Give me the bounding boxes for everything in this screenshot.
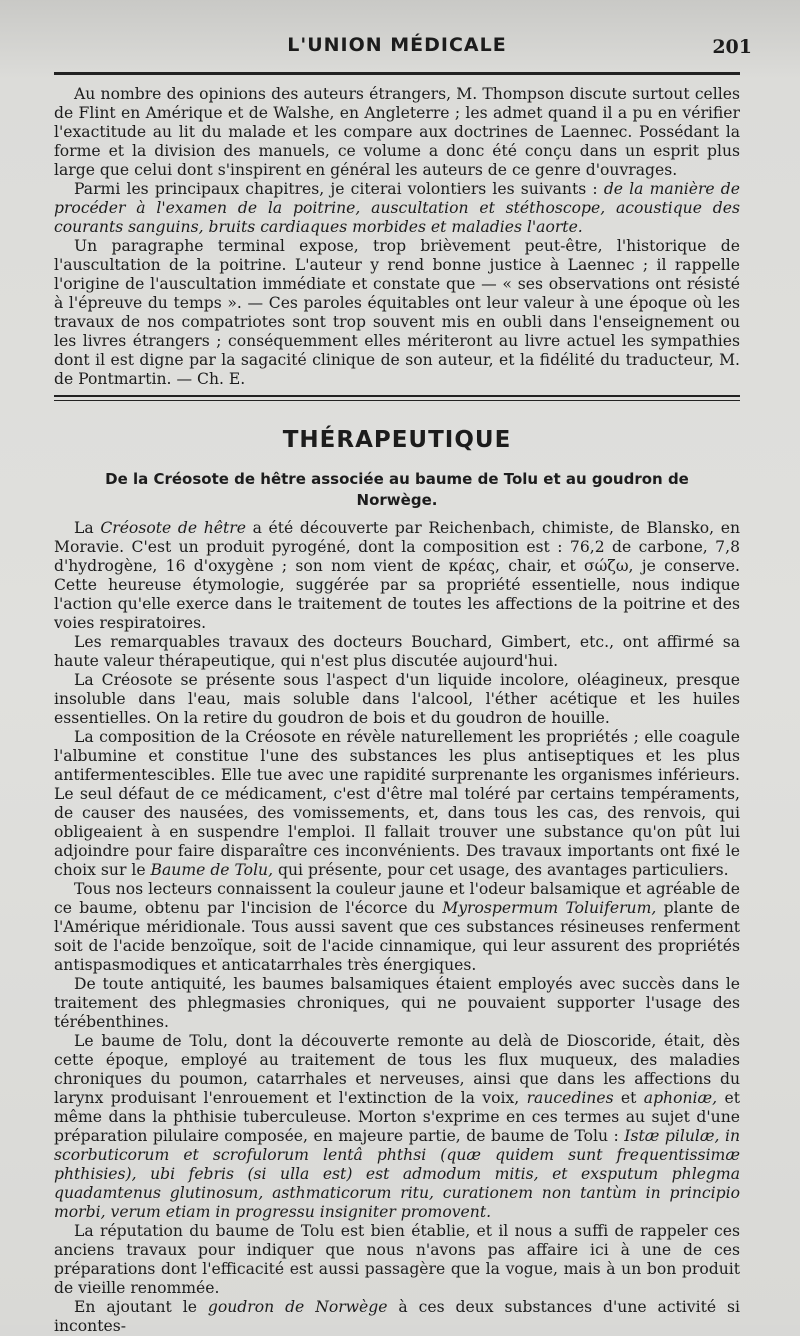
text-run: plante de l'Amérique méridionale. Tous aussi savent que ces substances résineuses renferment soit de l'acide benzoïque, soit de l'acide cinnamique, qui leur assurent des propriétés antispasmodiques et anticatarrhales très énergiques.: [54, 899, 740, 974]
term: goudron de Norwège: [207, 1298, 388, 1316]
article-paragraph: Les remarquables travaux des docteurs Bouchard, Gimbert, etc., ont affirmé sa haute valeur thérapeutique, qui n'est plus discutée aujourd'hui.: [54, 633, 740, 670]
running-header: [54, 20, 752, 68]
chapter-list: de la manière de procéder à l'examen de la poitrine, auscultation et stéthoscope, acoustique des courants sanguins, bruits cardiaques morbides et maladies l'aorte.: [54, 180, 740, 236]
book-review: [54, 85, 740, 389]
article-body: [54, 519, 740, 1336]
term: Créosote de hêtre: [100, 519, 246, 537]
text-run: Tous nos lecteurs connaissent la couleur jaune et l'odeur balsamique et agréable de ce baume, obtenu par l'incision de l'écorce du: [54, 880, 740, 917]
text-run: Le baume de Tolu, dont la découverte remonte au delà de Dioscoride, était, dès cette époque, employé au traitement de tous les flux muqueux, des maladies chroniques du poumon, catarrhales et nerveuses, ainsi que dans les affections du larynx produisant l'enrouement et l'extinction de la voix,: [54, 1032, 740, 1107]
review-paragraph: Un paragraphe terminal expose, trop brièvement peut-être, l'historique de l'auscultation de la poitrine. L'auteur y rend bonne justice à Laennec ; il rappelle l'origine de l'auscultation immédiate et constate que — « ses observations ont résisté à l'épreuve du temps ». — Ces paroles équitables ont leur valeur à une époque où les travaux de nos compatriotes sont trop souvent mis en oubli dans l'enseignement ou les livres étrangers ; conséquemment elles mériteront au livre actuel les sympathies dont il est digne par la sagacité clinique de son auteur, et la fidélité du traducteur, M. de Pontmartin. — Ch. E.: [54, 237, 740, 388]
term: Myrospermum Toluiferum,: [442, 899, 657, 917]
term: raucedines: [526, 1089, 614, 1107]
article-paragraph: [54, 728, 740, 880]
article-paragraph: La Créosote se présente sous l'aspect d'un liquide incolore, oléagineux, presque insoluble dans l'eau, mais soluble dans l'alcool, l'éther acétique et les huiles essentielles. On la retire du goudron de bois et du goudron de houille.: [54, 671, 740, 727]
section-title: THÉRAPEUTIQUE: [282, 427, 512, 453]
article-paragraph: [54, 519, 740, 633]
section-divider: [54, 395, 740, 401]
review-paragraph: [54, 180, 740, 237]
article-paragraph: [54, 880, 740, 975]
text-run: a été découverte par Reichenbach, chimiste, de Blansko, en Moravie. C'est un produit pyrogéné, dont la composition est : 76,2 de carbone, 7,8 d'hydrogène, 16 d'oxygène ; son nom vient de κρέας, chair, et σώζω, je conserve. Cette heureuse étymologie, suggérée par sa propriété essentielle, nous indique l'action qu'elle exerce dans le traitement de toutes les affections de la poitrine et des voies respiratoires.: [54, 519, 740, 632]
latin-quote: Istæ pilulæ, in scorbuticorum et scrofulorum lentâ phthsi (quæ quidem sunt frequentissimæ phthisies), ubi febris (si ulla est) est admodum mitis, et exsputum phlegma quadamtenus glutinosum, asthmaticorum ritu, curationem non tantùm in principio morbi, verum etiam in progressu insigniter promovent.: [54, 1127, 740, 1221]
text-run: En ajoutant le: [74, 1298, 208, 1316]
article-paragraph: De toute antiquité, les baumes balsamiques étaient employés avec succès dans le traitement des phlegmasies chroniques, qui ne pouvaient supporter l'usage des térébenthines.: [54, 975, 740, 1031]
term: Baume de Tolu,: [150, 861, 274, 879]
article-paragraph: [54, 1032, 740, 1222]
text-run: La: [74, 519, 101, 537]
text-run: qui présente, pour cet usage, des avantages particuliers.: [273, 861, 729, 879]
article-paragraph: La réputation du baume de Tolu est bien établie, et il nous a suffi de rappeler ces anciens travaux pour indiquer que nous n'avons pas affaire ici à une de ces préparations dont l'efficacité est aussi passagère que la vogue, mais à un bon produit de vieille renommée.: [54, 1222, 740, 1297]
article-paragraph: [54, 1298, 740, 1336]
journal-title: L'UNION MÉDICALE: [287, 34, 507, 56]
article-title: De la Créosote de hêtre associée au baume de Tolu et au goudron de Norwège.: [105, 470, 689, 509]
review-paragraph: Au nombre des opinions des auteurs étrangers, M. Thompson discute surtout celles de Flint en Amérique et de Walshe, en Angleterre ; les admet quand il a pu en vérifier l'exactitude au lit du malade et les compare aux doctrines de Laennec. Possédant la forme et la division des manuels, ce volume a donc été conçu dans un esprit plus large que celui dont s'inspirent en général les auteurs de ce genre d'ouvrages.: [54, 85, 740, 179]
text-run: à ces deux substances d'une activité si incontes-: [54, 1298, 741, 1335]
text-run: Parmi les principaux chapitres, je citerai volontiers les suivants :: [74, 180, 604, 198]
text-run: La composition de la Créosote en révèle naturellement les propriétés ; elle coagule l'albumine et constitue l'une des substances les plus antiseptiques et les plus antifermentescibles. Elle tue avec une rapidité surprenante les organismes inférieurs. Le seul défaut de ce médicament, c'est d'être mal toléré par certains tempéraments, de causer des nausées, des vomissements, et, dans tous les cas, des renvois, qui obligeaient à en suspendre l'emploi. Il fallait trouver une substance qu'on pût lui adjoindre pour faire disparaître ces inconvénients. Des travaux importants ont fixé le choix sur le: [54, 728, 740, 879]
page-number: 201: [712, 36, 752, 58]
text-run: et: [613, 1089, 644, 1107]
term: aphoniæ,: [643, 1089, 718, 1107]
header-rule: [54, 72, 740, 75]
text-run: et même dans la phthisie tuberculeuse. Morton s'exprime en ces termes au sujet d'une préparation pilulaire composée, en majeure partie, de baume de Tolu :: [54, 1089, 740, 1145]
